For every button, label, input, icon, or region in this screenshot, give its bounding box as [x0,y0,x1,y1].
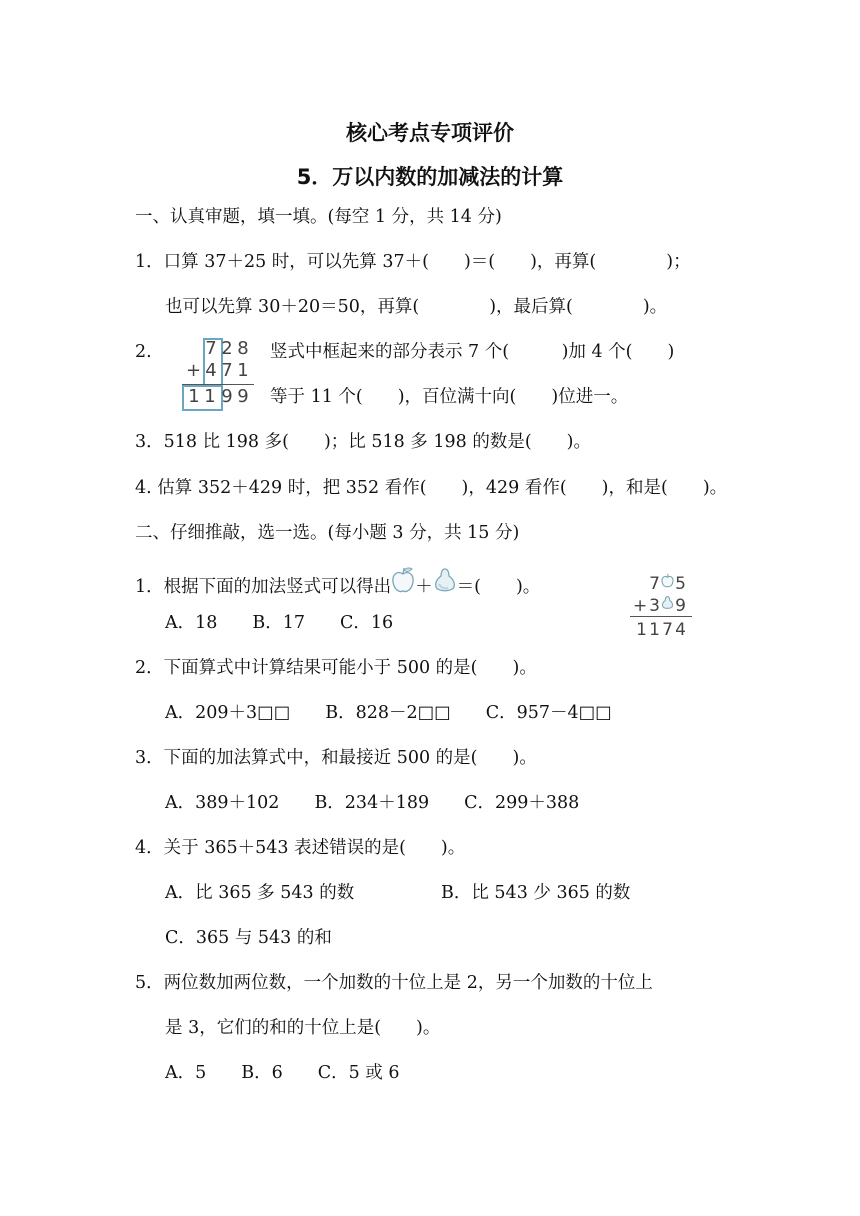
section2-heading: 二、仔细推敲，选一选。(每小题 3 分，共 15 分) [135,523,520,543]
fruit-addition-figure [630,570,700,642]
s2-question2: 2．下面算式中计算结果可能小于 500 的是( )。 [135,658,537,678]
pear-icon [433,566,457,601]
s2-question5-line2: 是 3，它们的和的十位上是( )。 [165,1018,441,1038]
digit: 1 [204,386,216,407]
worksheet-title: 核心考点专项评价 [346,121,514,145]
s1-question1-line1: 1．口算 37＋25 时，可以先算 37＋( )＝( )，再算( )； [135,252,691,272]
apple-icon [661,572,674,594]
s2-question4-option-a: A．比 365 多 543 的数 [165,883,355,903]
sum-rule [630,616,692,617]
s2-question1-prefix: 1．根据下面的加法竖式可以得出 [135,577,392,597]
digit: 1 [636,620,647,640]
s2-question4-option-c: C．365 与 543 的和 [165,928,332,948]
digit: 1 [649,620,660,640]
digit: 7 [662,620,673,640]
digit: 2 [221,338,233,359]
s2-question3: 3．下面的加法算式中，和最接近 500 的是( )。 [135,748,537,768]
s2-question4: 4．关于 365＋543 表述错误的是( )。 [135,838,466,858]
digit: 9 [237,386,249,407]
digit: 4 [205,360,217,381]
s1-question2-line2: 等于 11 个( )，百位满十向( )位进一。 [270,387,629,407]
plus-sign: + [186,360,202,381]
s2-question4-option-b: B．比 543 少 365 的数 [441,883,631,903]
digit: 7 [221,360,233,381]
digit: 5 [675,574,686,594]
sum-rule [182,384,254,385]
s1-question2-line1: 竖式中框起来的部分表示 7 个( )加 4 个( ) [270,342,675,362]
s1-question3: 3．518 比 198 多( )；比 518 多 198 的数是( )。 [135,432,591,452]
plus-sign: + [633,596,648,616]
digit: 9 [675,596,686,616]
s2-question3-options: A．389＋102 B．234＋189 C．299＋388 [165,793,580,813]
s2-question1-suffix: ＝( )。 [456,577,541,597]
digit: 8 [237,338,249,359]
s2-question5-options: A．5 B．6 C．5 或 6 [165,1063,400,1083]
digit: 7 [205,338,217,359]
s2-question1 [135,566,540,601]
s2-question5-line1: 5．两位数加两位数，一个加数的十位上是 2，另一个加数的十位上 [135,973,653,993]
s2-question1-options: A．18 B．17 C．16 [165,613,394,633]
section1-heading: 一、认真审题，填一填。(每空 1 分，共 14 分) [135,207,502,227]
s1-question1-line2: 也可以先算 30＋20＝50，再算( )，最后算( )。 [165,297,668,317]
digit: 3 [649,596,660,616]
digit: 4 [675,620,686,640]
digit: 7 [649,574,660,594]
s1-question4: 4. 估算 352＋429 时，把 352 看作( )，429 看作( )，和是( )。 [135,478,728,498]
digit: 1 [188,386,200,407]
digit: 1 [237,360,249,381]
s1-question2-number: 2. [135,342,152,362]
digit: 9 [221,386,233,407]
apple-icon [391,566,415,601]
vertical-addition-figure [180,338,260,412]
pear-icon [661,594,674,616]
s2-question2-options: A．209＋3□□ B．828－2□□ C．957－4□□ [165,703,612,723]
worksheet-subtitle: 5．万以内数的加减法的计算 [296,165,564,189]
s2-question1-plus: ＋ [415,577,433,597]
